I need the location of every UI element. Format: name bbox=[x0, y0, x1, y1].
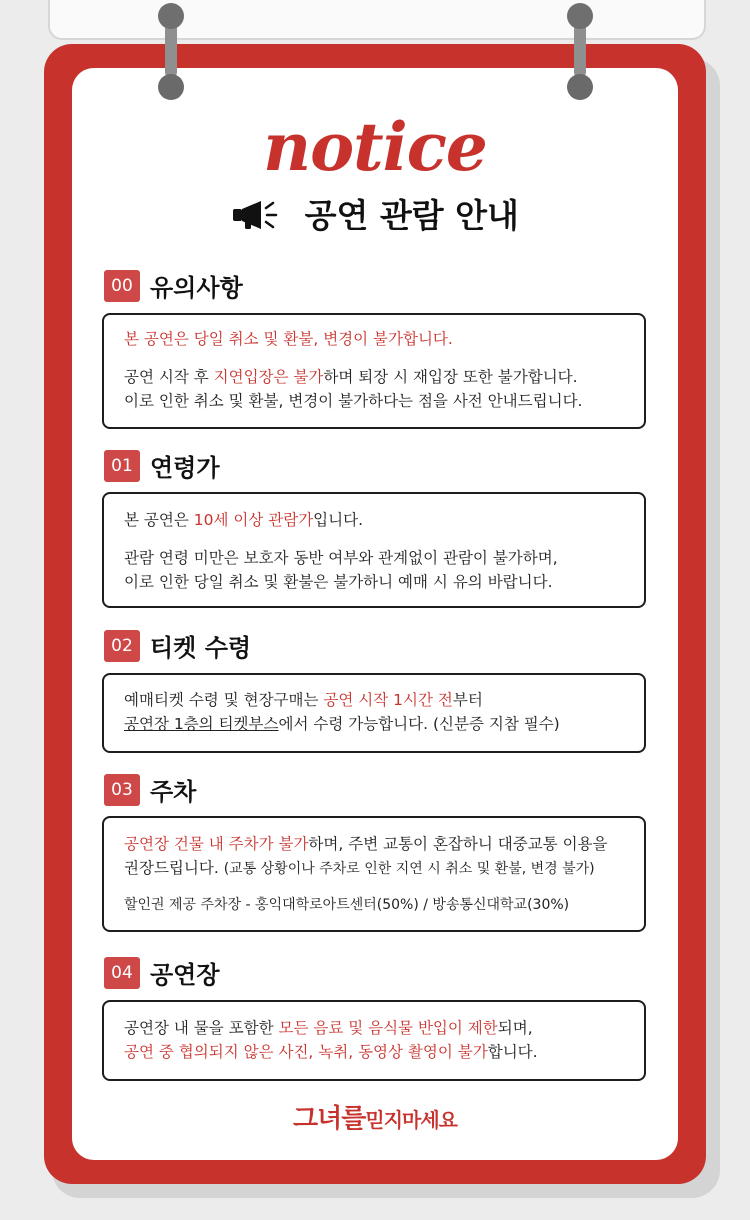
section-header-04 bbox=[104, 955, 220, 987]
notice-line: 본 공연은 10세 이상 관람가입니다. bbox=[124, 511, 364, 529]
notice-line: 공연장 1층의 티켓부스에서 수령 가능합니다. (신분증 지참 필수) bbox=[124, 715, 560, 733]
page-title: 공연 관람 안내 bbox=[304, 196, 519, 235]
section-header-01 bbox=[104, 448, 220, 480]
section-header-02 bbox=[104, 628, 251, 660]
section-box-ticket bbox=[102, 673, 646, 753]
notice-line: 공연 중 협의되지 않은 사진, 녹취, 동영상 촬영이 불가합니다. bbox=[124, 1043, 538, 1061]
notice-script-title: notice bbox=[263, 108, 487, 186]
notice-line: 공연 시작 후 지연입장은 불가하며 퇴장 시 재입장 또한 불가합니다. bbox=[124, 368, 578, 386]
notice-line: 공연장 건물 내 주차가 불가하며, 주변 교통이 혼잡하니 대중교통 이용을 bbox=[124, 835, 608, 853]
notice-line: 권장드립니다. (교통 상황이나 주차로 인한 지연 시 취소 및 환불, 변경 불가) bbox=[124, 859, 595, 877]
section-title: 티켓 수령 bbox=[150, 634, 252, 662]
section-header-00 bbox=[104, 268, 243, 300]
section-box-parking bbox=[102, 816, 646, 932]
section-title: 주차 bbox=[150, 778, 197, 806]
section-header-03 bbox=[104, 772, 196, 804]
section-number-badge: 02 bbox=[104, 630, 140, 662]
section-number-badge: 01 bbox=[104, 450, 140, 482]
section-box-age bbox=[102, 492, 646, 608]
section-box-precautions bbox=[102, 313, 646, 429]
notice-line: 할인권 제공 주차장 - 홍익대학로아트센터(50%) / 방송통신대학교(30%) bbox=[124, 897, 570, 913]
section-number-badge: 00 bbox=[104, 270, 140, 302]
notice-line: 예매티켓 수령 및 현장구매는 공연 시작 1시간 전부터 bbox=[124, 691, 483, 709]
section-title: 유의사항 bbox=[150, 274, 243, 302]
megaphone-icon bbox=[231, 200, 283, 230]
section-box-venue bbox=[102, 1000, 646, 1081]
notice-line: 이로 인한 당일 취소 및 환불은 불가하니 예매 시 유의 바랍니다. bbox=[124, 573, 553, 591]
notice-line: 공연장 내 물을 포함한 모든 음료 및 음식물 반입이 제한되며, bbox=[124, 1019, 533, 1037]
notice-line: 본 공연은 당일 취소 및 환불, 변경이 불가합니다. bbox=[124, 330, 453, 348]
section-number-badge: 03 bbox=[104, 774, 140, 806]
notice-line: 이로 인한 취소 및 환불, 변경이 불가하다는 점을 사전 안내드립니다. bbox=[124, 392, 583, 410]
top-card bbox=[48, 0, 706, 40]
section-title: 연령가 bbox=[150, 454, 220, 482]
show-logo: 그녀를믿지마세요 bbox=[293, 1104, 457, 1134]
page-title-row bbox=[0, 190, 750, 237]
section-title: 공연장 bbox=[150, 961, 220, 989]
notice-line: 관람 연령 미만은 보호자 동반 여부와 관계없이 관람이 불가하며, bbox=[124, 549, 558, 567]
section-number-badge: 04 bbox=[104, 957, 140, 989]
